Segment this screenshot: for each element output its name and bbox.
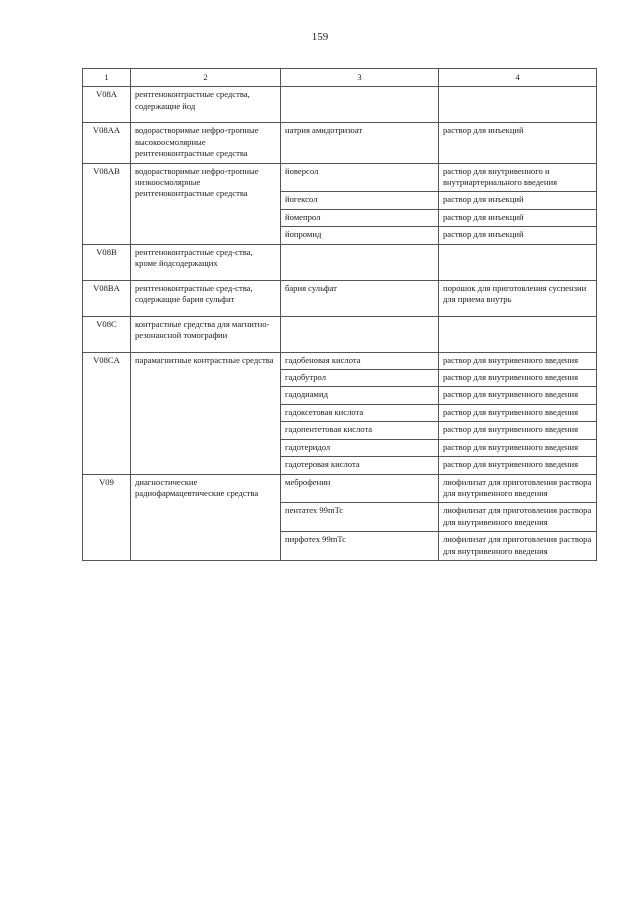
atc-code-cell: V08C [83, 316, 131, 352]
table-row [83, 280, 597, 316]
atc-code-cell: V08A [83, 87, 131, 123]
atc-code-cell: V08AB [83, 163, 131, 244]
drug-name-cell: гадопентетовая кислота [281, 422, 439, 439]
atc-code-cell: V08CA [83, 352, 131, 474]
group-name-cell: диагностические радиофармацевтические средства [131, 474, 281, 560]
dosage-form-cell [439, 87, 597, 123]
dosage-form-cell: раствор для внутривенного введения [439, 370, 597, 387]
group-name-cell: рентгеноконтрастные сред-ства, кроме йодсодержащих [131, 244, 281, 280]
group-name-cell: контрастные средства для магнитно-резонансной томографии [131, 316, 281, 352]
drug-name-cell: йопромид [281, 227, 439, 244]
table-row [83, 474, 597, 503]
drug-name-cell: бария сульфат [281, 280, 439, 316]
drug-name-cell: пирфотех 99mTc [281, 532, 439, 561]
drug-name-cell: меброфенин [281, 474, 439, 503]
column-header: 3 [281, 69, 439, 87]
drug-name-cell: гадотеровая кислота [281, 457, 439, 474]
dosage-form-cell: раствор для внутривенного введения [439, 352, 597, 369]
drug-name-cell: гадотеридол [281, 439, 439, 456]
dosage-form-cell: раствор для внутривенного и внутриартериального введения [439, 163, 597, 192]
table-row [83, 87, 597, 123]
dosage-form-cell: раствор для внутривенного введения [439, 439, 597, 456]
table-row [83, 123, 597, 163]
drug-name-cell: гадобутрол [281, 370, 439, 387]
dosage-form-cell: раствор для внутривенного введения [439, 457, 597, 474]
drug-name-cell [281, 87, 439, 123]
dosage-form-cell: лиофилизат для приготовления раствора для внутривенного введения [439, 474, 597, 503]
drug-table [82, 68, 597, 561]
dosage-form-cell: порошок для приготовления суспензии для приема внутрь [439, 280, 597, 316]
dosage-form-cell: раствор для инъекций [439, 227, 597, 244]
page-number: 159 [311, 31, 329, 43]
dosage-form-cell: раствор для инъекций [439, 209, 597, 226]
dosage-form-cell [439, 316, 597, 352]
table-row [83, 352, 597, 369]
table-row [83, 244, 597, 280]
dosage-form-cell: раствор для внутривенного введения [439, 404, 597, 421]
table-row [83, 316, 597, 352]
header-row [83, 69, 597, 87]
drug-name-cell: пентатех 99mTc [281, 503, 439, 532]
drug-name-cell: гадодиамид [281, 387, 439, 404]
group-name-cell: водорастворимые нефро-тропные высокоосмолярные рентгеноконтрастные средства [131, 123, 281, 163]
group-name-cell: водорастворимые нефро-тропные низкоосмолярные рентгеноконтрастные средства [131, 163, 281, 244]
group-name-cell: рентгеноконтрастные сред-ства, содержащие бария сульфат [131, 280, 281, 316]
drug-name-cell [281, 316, 439, 352]
dosage-form-cell: лиофилизат для приготовления раствора для внутривенного введения [439, 532, 597, 561]
atc-code-cell: V09 [83, 474, 131, 560]
drug-name-cell: гадобеновая кислота [281, 352, 439, 369]
dosage-form-cell: лиофилизат для приготовления раствора для внутривенного введения [439, 503, 597, 532]
table-row [83, 163, 597, 192]
drug-name-cell: йоверсол [281, 163, 439, 192]
atc-code-cell: V08B [83, 244, 131, 280]
drug-name-cell [281, 244, 439, 280]
drug-name-cell: гадоксетовая кислота [281, 404, 439, 421]
dosage-form-cell: раствор для внутривенного введения [439, 387, 597, 404]
drug-name-cell: натрия амидотризоат [281, 123, 439, 163]
drug-name-cell: йогексол [281, 192, 439, 209]
column-header: 4 [439, 69, 597, 87]
dosage-form-cell: раствор для инъекций [439, 192, 597, 209]
column-header: 1 [83, 69, 131, 87]
group-name-cell: парамагнитные контрастные средства [131, 352, 281, 474]
atc-code-cell: V08AA [83, 123, 131, 163]
dosage-form-cell: раствор для внутривенного введения [439, 422, 597, 439]
dosage-form-cell: раствор для инъекций [439, 123, 597, 163]
group-name-cell: рентгеноконтрастные средства, содержащие йод [131, 87, 281, 123]
dosage-form-cell [439, 244, 597, 280]
atc-code-cell: V08BA [83, 280, 131, 316]
column-header: 2 [131, 69, 281, 87]
drug-name-cell: йомепрол [281, 209, 439, 226]
